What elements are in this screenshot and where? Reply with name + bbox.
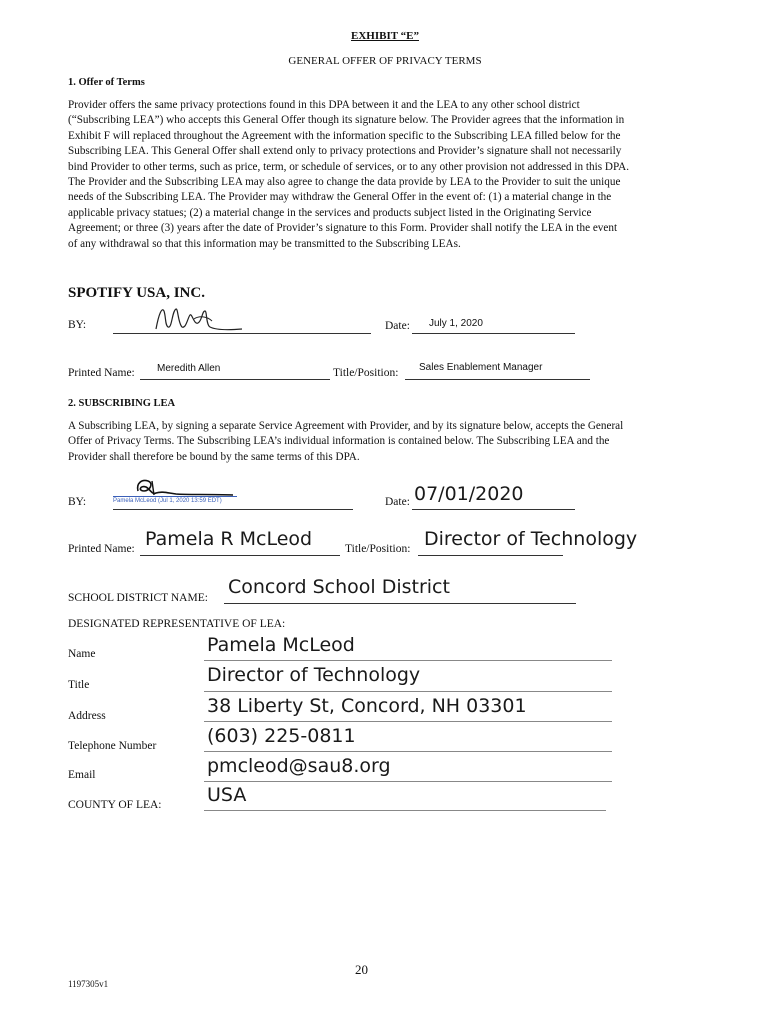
provider-date-value: July 1, 2020 xyxy=(429,318,483,329)
lea-date-line xyxy=(412,509,575,510)
rep-phone-value: (603) 225-0811 xyxy=(207,725,356,747)
lea-date-value: 07/01/2020 xyxy=(414,483,524,505)
rep-email-label: Email xyxy=(68,769,96,781)
provider-printed-name-line xyxy=(140,379,330,380)
rep-address-label: Address xyxy=(68,710,106,722)
rep-phone-line xyxy=(204,751,612,752)
provider-printed-name-label: Printed Name: xyxy=(68,367,135,379)
section1-paragraph: Provider offers the same privacy protections found in this DPA between it and the LEA to any other school district (“Subscribing LEA”) who accepts this General Offer though its signature below. The Provider agrees that the information in Exhibit F will replaced throughout the Agreement with the information specific to the Subscribing LEA filled below for the Subscribing LEA. This General Offer shall extend only to privacy protections and Provider’s signature shall not necessarily bind Provider to other terms, such as price, term, or schedule of services, or to any other provision not addressed in this DPA. The Provider and the Subscribing LEA may also agree to change the data provide by LEA to the Provider to suit the unique needs of the Subscribing LEA. The Provider may withdraw the General Offer in the event of: (1) a material change in the applicable privacy statues; (2) a material change in the services and products subject listed in the Originating Service Agreement; or three (3) years after the date of Provider’s signature to this Form. Provider shall notify the LEA in the event of any withdrawal so that this information may be transmitted to the Subscribing LEAs. xyxy=(68,99,630,250)
lea-signature-caption: Pamela McLeod (Jul 1, 2020 13:59 EDT) xyxy=(113,498,222,504)
section2-heading: 2. SUBSCRIBING LEA xyxy=(68,398,176,409)
lea-signature-image xyxy=(128,477,238,499)
school-district-label: SCHOOL DISTRICT NAME: xyxy=(68,592,208,604)
provider-date-label: Date: xyxy=(385,320,410,332)
rep-name-line xyxy=(204,660,612,661)
designated-representative-label: DESIGNATED REPRESENTATIVE OF LEA: xyxy=(68,618,286,630)
page-number: 20 xyxy=(355,962,368,977)
exhibit-title: EXHIBIT “E” xyxy=(351,30,419,42)
provider-title-label: Title/Position: xyxy=(333,367,399,379)
lea-printed-name-label: Printed Name: xyxy=(68,543,135,555)
lea-title-line xyxy=(418,555,563,556)
lea-printed-name-line xyxy=(140,555,340,556)
lea-printed-name-value: Pamela R McLeod xyxy=(145,528,313,550)
lea-by-label: BY: xyxy=(68,496,87,508)
provider-signature-image xyxy=(150,303,245,337)
rep-title-label: Title xyxy=(68,679,90,691)
provider-company-name: SPOTIFY USA, INC. xyxy=(68,285,205,301)
rep-email-value: pmcleod@sau8.org xyxy=(207,755,391,777)
school-district-value: Concord School District xyxy=(228,576,450,598)
lea-title-label: Title/Position: xyxy=(345,543,411,555)
provider-title-value: Sales Enablement Manager xyxy=(419,362,543,373)
county-value: USA xyxy=(207,784,247,806)
document-id: 1197305v1 xyxy=(68,979,109,989)
county-line xyxy=(204,810,606,811)
section2-paragraph: A Subscribing LEA, by signing a separate Service Agreement with Provider, and by its signature below, accepts the General Offer of Privacy Terms. The Subscribing LEA’s individual information is contained below. The Subscribing LEA and the Provider shall therefore be bound by the same terms of this DPA. xyxy=(68,420,624,463)
school-district-line xyxy=(224,603,576,604)
lea-title-value: Director of Technology xyxy=(424,528,638,550)
rep-title-line xyxy=(204,691,612,692)
provider-by-label: BY: xyxy=(68,319,87,331)
rep-name-label: Name xyxy=(68,648,96,660)
rep-address-value: 38 Liberty St, Concord, NH 03301 xyxy=(207,695,527,717)
rep-title-value: Director of Technology xyxy=(207,664,421,686)
rep-address-line xyxy=(204,721,612,722)
provider-title-line xyxy=(405,379,590,380)
rep-name-value: Pamela McLeod xyxy=(207,634,355,656)
lea-date-label: Date: xyxy=(385,496,410,508)
county-label: COUNTY OF LEA: xyxy=(68,799,162,811)
rep-phone-label: Telephone Number xyxy=(68,740,157,752)
provider-date-line xyxy=(412,333,575,334)
section1-heading: 1. Offer of Terms xyxy=(68,77,145,88)
provider-printed-name-value: Meredith Allen xyxy=(157,363,221,374)
rep-email-line xyxy=(204,781,612,782)
document-title: GENERAL OFFER OF PRIVACY TERMS xyxy=(288,55,482,67)
lea-signature-line xyxy=(113,509,353,510)
